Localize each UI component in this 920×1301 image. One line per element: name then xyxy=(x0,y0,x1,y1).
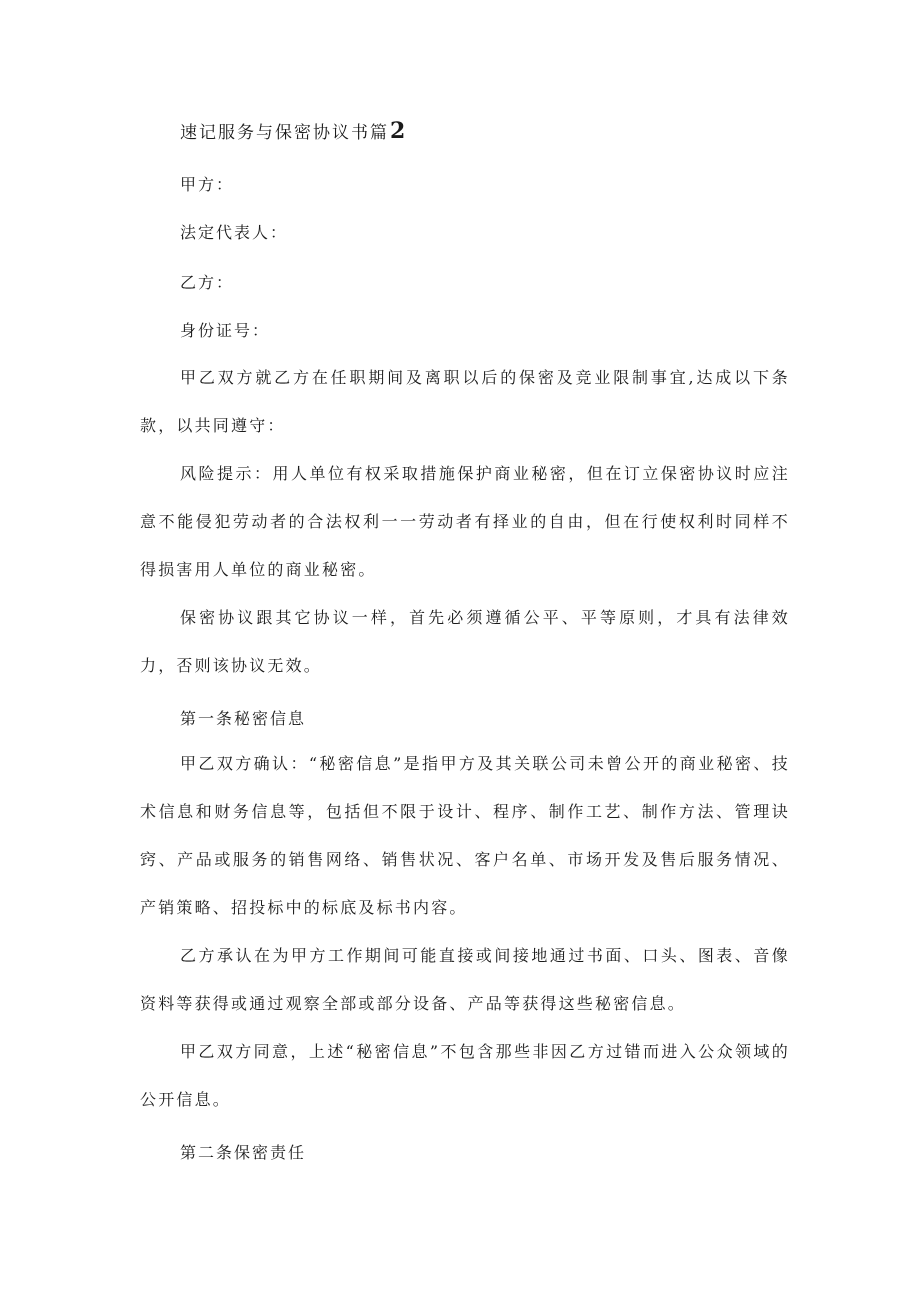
document-title xyxy=(180,118,405,144)
party-a-field: 甲方： xyxy=(180,175,235,194)
acknowledge-paragraph: 乙方承认在为甲方工作期间可能直接或间接地通过书面、口头、图表、音像资料等获得或通过观察全部或部分设备、产品等获得这些秘密信息。 xyxy=(140,946,790,1013)
title-number: 2 xyxy=(390,118,406,144)
fairness-paragraph: 保密协议跟其它协议一样，首先必须遵循公平、平等原则，才具有法律效力，否则该协议无效。 xyxy=(140,608,790,675)
id-number-field: 身份证号： xyxy=(180,321,271,340)
article-2-heading: 第二条保密责任 xyxy=(180,1143,307,1162)
party-b-field: 乙方： xyxy=(180,273,235,292)
risk-paragraph: 风险提示：用人单位有权采取措施保护商业秘密，但在订立保密协议时应注意不能侵犯劳动者的合法权利一一劳动者有择业的自由，但在行使权利时同样不得损害用人单位的商业秘密。 xyxy=(140,464,790,579)
confirm-paragraph: 甲乙双方确认：“秘密信息”是指甲方及其关联公司未曾公开的商业秘密、技术信息和财务信息等，包括但不限于设计、程序、制作工艺、制作方法、管理诀窍、产品或服务的销售网络、销售状况、客户名单、市场开发及售后服务情况、产销策略、招投标中的标底及标书内容。 xyxy=(140,754,790,917)
legal-rep-field: 法定代表人： xyxy=(180,223,289,242)
intro-paragraph: 甲乙双方就乙方在任职期间及离职以后的保密及竞业限制事宜,达成以下条款，以共同遵守： xyxy=(140,368,790,435)
title-text: 速记服务与保密协议书篇 xyxy=(180,123,389,143)
agree-paragraph: 甲乙双方同意，上述“秘密信息”不包含那些非因乙方过错而进入公众领域的公开信息。 xyxy=(140,1042,790,1109)
article-1-heading: 第一条秘密信息 xyxy=(180,709,307,728)
